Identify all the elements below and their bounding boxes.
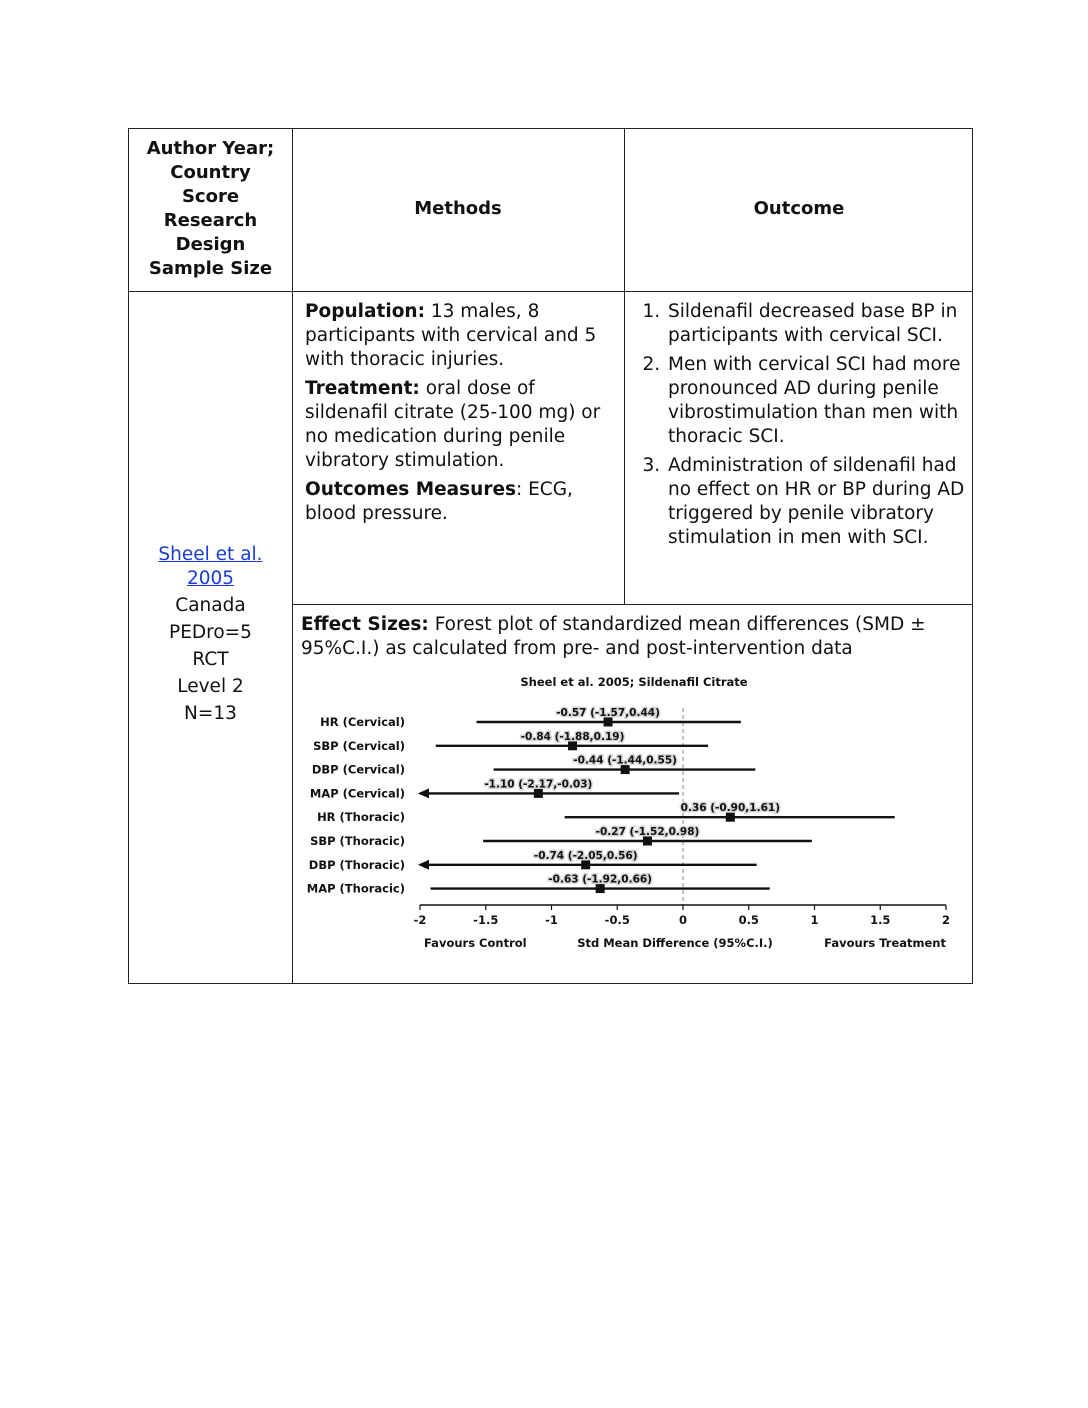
header-author-year <box>129 137 292 281</box>
study-sample-size: N=13 <box>184 703 237 724</box>
study-score: PEDro=5 <box>169 622 252 643</box>
study-link[interactable] <box>158 543 262 591</box>
effect-sizes-description: Forest plot of standardized mean differences (SMD ± 95%C.I.) as calculated from pre- and post-intervention data <box>301 614 926 659</box>
effect-divider <box>292 604 972 605</box>
header-outcome: Outcome <box>753 198 845 219</box>
study-link-line2: 2005 <box>186 568 235 589</box>
treatment-text: oral dose of sildenafil citrate (25-100 mg) or no medication during penile vibratory stimulation. <box>305 378 601 471</box>
forest-marks <box>307 707 950 950</box>
outcomes-measures-paragraph <box>305 478 619 526</box>
x-tick-label: 1 <box>810 913 819 927</box>
x-tick-label: 1.5 <box>870 913 891 927</box>
x-tick-label: 0.5 <box>738 913 759 927</box>
header-line: Research <box>163 210 258 231</box>
study-link-line1: Sheel et al. <box>158 544 263 565</box>
header-methods: Methods <box>414 198 502 219</box>
favours-control-label: Favours Control <box>424 936 527 950</box>
outcomes-measures-text: : ECG, blood pressure. <box>305 479 573 524</box>
row-label: MAP (Cervical) <box>309 786 405 801</box>
row-label: DBP (Thoracic) <box>308 857 405 872</box>
header-line: Sample Size <box>148 258 273 279</box>
chart-title: Sheel et al. 2005; Sildenafil Citrate <box>520 675 748 689</box>
x-tick-label: 2 <box>941 913 951 927</box>
estimate-label: -0.84 (-1.88,0.19) <box>520 730 625 743</box>
study-level: Level 2 <box>177 676 244 697</box>
population-text: 13 males, 8 participants with cervical and 5 with thoracic injuries. <box>305 301 597 370</box>
row-label: DBP (Cervical) <box>311 762 405 777</box>
row-label: HR (Thoracic) <box>317 810 405 825</box>
estimate-label: -0.44 (-1.44,0.55) <box>573 754 677 767</box>
outcome-cell <box>629 300 967 555</box>
outcome-item: 3. Administration of sildenafil had no effect on HR or BP during AD triggered by penile vibratory stimulation in men with SCI. <box>666 454 967 550</box>
row-label: SBP (Thoracic) <box>310 834 405 848</box>
outcome-item: 1. Sildenafil decreased base BP in participants with cervical SCI. <box>666 300 967 348</box>
outcomes-measures-label: Outcomes Measures <box>305 479 516 500</box>
estimate-label: -1.10 (-2.17,-0.03) <box>484 778 593 791</box>
row-label: MAP (Thoracic) <box>306 881 405 896</box>
header-line: Score <box>181 186 240 207</box>
ci-arrow <box>418 788 429 798</box>
x-tick-label: -1 <box>545 913 558 927</box>
x-tick-label: 0 <box>678 913 688 927</box>
col-divider-1 <box>292 129 293 983</box>
favours-treatment-label: Favours Treatment <box>824 936 946 950</box>
estimate-label: -0.27 (-1.52,0.98) <box>595 826 700 838</box>
header-line: Country <box>170 162 251 183</box>
treatment-label: Treatment: <box>305 378 420 399</box>
population-label: Population: <box>305 301 425 322</box>
effect-sizes-label: Effect Sizes: <box>301 614 429 635</box>
methods-cell <box>305 300 619 531</box>
x-tick-label: -1.5 <box>473 913 499 927</box>
estimate-label: -0.74 (-2.05,0.56) <box>533 849 638 862</box>
x-tick-label: -0.5 <box>604 913 630 927</box>
forest-plot <box>300 668 960 960</box>
header-divider <box>129 291 972 292</box>
population-paragraph <box>305 300 619 372</box>
estimate-label: -0.57 (-1.57,0.44) <box>556 707 660 719</box>
effect-sizes-text <box>301 613 961 661</box>
x-axis-label: Std Mean Difference (95%C.I.) <box>577 936 773 950</box>
ci-arrow <box>418 860 429 870</box>
header-line: Design <box>175 234 246 255</box>
estimate-label: 0.36 (-0.90,1.61) <box>680 802 781 815</box>
x-tick-label: -2 <box>413 913 427 927</box>
row-label: SBP (Cervical) <box>313 738 405 753</box>
treatment-paragraph <box>305 377 619 473</box>
study-country: Canada <box>175 595 246 616</box>
estimate-label: -0.63 (-1.92,0.66) <box>548 873 652 886</box>
header-line: Author Year; <box>146 138 275 159</box>
study-info <box>129 543 292 727</box>
row-label: HR (Cervical) <box>320 715 405 729</box>
outcome-item: 2. Men with cervical SCI had more pronounced AD during penile vibrostimulation than men with thoracic SCI. <box>666 353 967 449</box>
study-design: RCT <box>192 649 229 670</box>
outcome-list <box>629 300 967 550</box>
